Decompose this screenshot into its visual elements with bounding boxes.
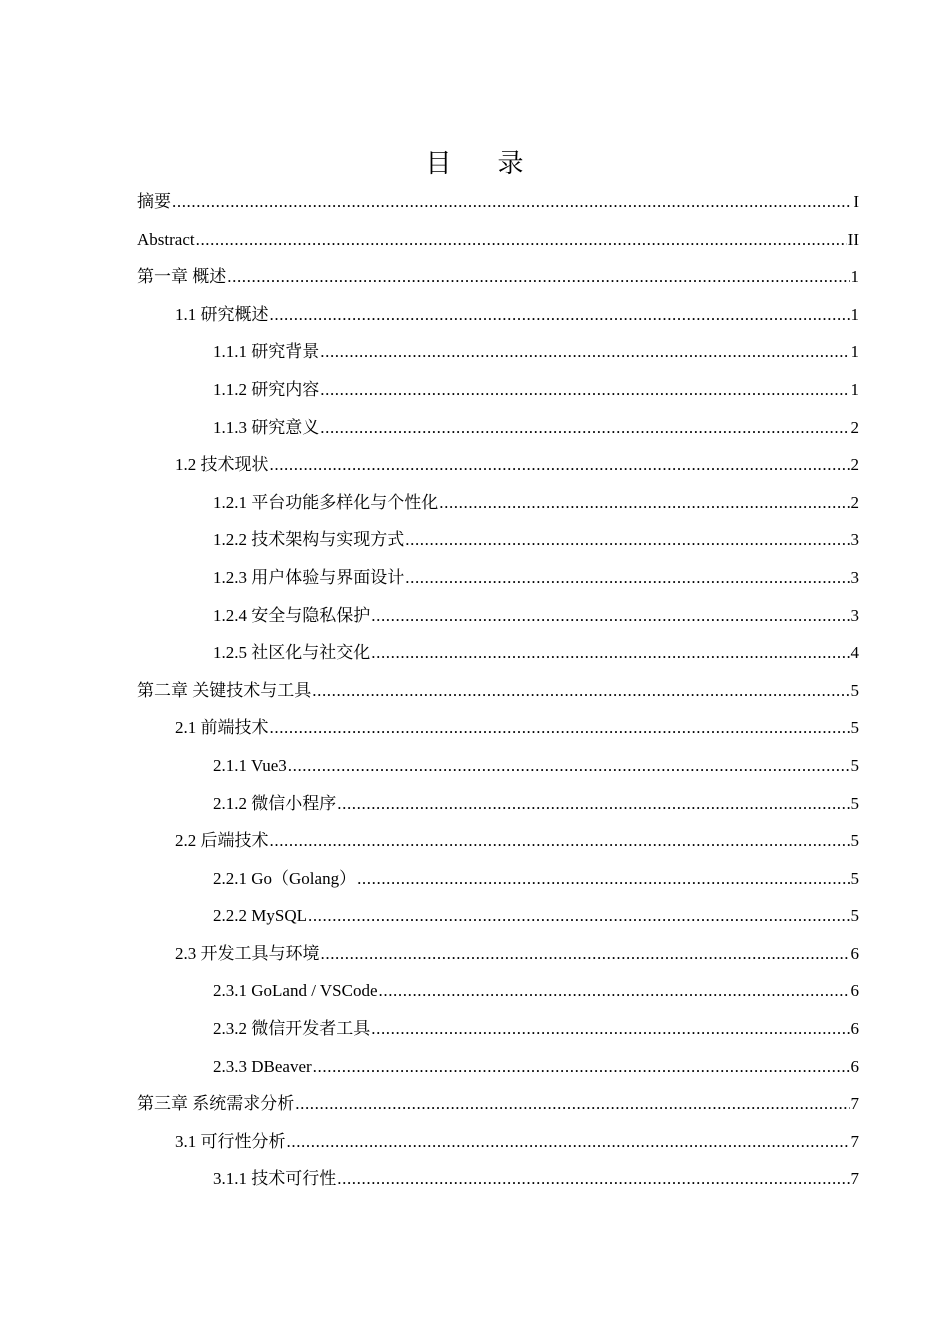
- toc-entry-label: 摘要: [137, 192, 171, 211]
- dot-leader: [288, 751, 850, 781]
- toc-entry-page-number: 1: [850, 342, 859, 362]
- toc-entry-label: 第一章 概述: [137, 267, 227, 287]
- dot-leader: [320, 375, 849, 405]
- dot-leader: [227, 262, 849, 292]
- toc-entry[interactable]: [137, 713, 859, 751]
- toc-entry-label: 2.3.3 DBeaver: [213, 1056, 312, 1076]
- dot-leader: [295, 1089, 849, 1119]
- toc-entry[interactable]: [137, 300, 859, 338]
- dot-leader: [320, 337, 849, 367]
- dot-leader: [320, 413, 849, 443]
- toc-entry-label: Abstract: [137, 229, 195, 249]
- dot-leader: [270, 450, 850, 480]
- toc-entry-page-number: 5: [850, 793, 859, 813]
- toc-entry[interactable]: [137, 601, 859, 639]
- toc-entry-label: 3.1.1 技术可行性: [213, 1169, 337, 1189]
- toc-entry[interactable]: [137, 976, 859, 1014]
- toc-entry-page-number: 5: [850, 831, 859, 851]
- dot-leader: [321, 939, 850, 969]
- toc-entry-label: 2.2.1 Go（Golang）: [213, 868, 357, 888]
- toc-entry[interactable]: [137, 525, 859, 563]
- dot-leader: [337, 789, 849, 819]
- dot-leader: [270, 713, 850, 743]
- toc-entry[interactable]: [137, 1164, 859, 1202]
- toc-entry-label: 2.2.2 MySQL: [213, 906, 307, 926]
- toc-entry[interactable]: [137, 751, 859, 789]
- toc-title: 目录: [425, 149, 570, 178]
- toc-entry[interactable]: [137, 826, 859, 864]
- toc-entry-page-number: 1: [850, 304, 859, 324]
- toc-entry-page-number: 7: [850, 1131, 859, 1151]
- toc-entry[interactable]: [137, 450, 859, 488]
- toc-entry[interactable]: [137, 262, 859, 300]
- toc-entry-label: 1.1.3 研究意义: [213, 417, 320, 437]
- toc-entry-page-number: 3: [850, 567, 859, 587]
- toc-entry-page-number: II: [847, 229, 859, 249]
- toc-entry-page-number: 4: [850, 643, 859, 663]
- toc-entry-label: 2.2 后端技术: [175, 831, 269, 851]
- dot-leader: [270, 826, 850, 856]
- toc-entry-page-number: 2: [850, 417, 859, 437]
- toc-entry[interactable]: [137, 225, 859, 263]
- toc-entry[interactable]: [137, 1052, 859, 1090]
- dot-leader: [379, 976, 850, 1006]
- dot-leader: [172, 187, 852, 217]
- toc-entry-page-number: 2: [850, 455, 859, 475]
- toc-entry-page-number: 1: [850, 267, 859, 287]
- toc-entry-page-number: 1: [850, 379, 859, 399]
- dot-leader: [313, 1052, 850, 1082]
- dot-leader: [337, 1164, 849, 1194]
- toc-entry-label: 第三章 系统需求分析: [137, 1094, 295, 1114]
- dot-leader: [371, 1014, 849, 1044]
- toc-entry[interactable]: [137, 864, 859, 902]
- toc-entry-page-number: 5: [850, 906, 859, 926]
- dot-leader: [371, 638, 849, 668]
- toc-entry-page-number: 7: [850, 1094, 859, 1114]
- toc-entry[interactable]: [137, 375, 859, 413]
- toc-entry-page-number: 6: [850, 1019, 859, 1039]
- toc-entry[interactable]: [137, 939, 859, 977]
- toc-entry-page-number: 6: [850, 981, 859, 1001]
- table-of-contents: [137, 187, 859, 1202]
- toc-entry-label: 1.2 技术现状: [175, 455, 269, 475]
- toc-entry-page-number: 5: [850, 755, 859, 775]
- toc-entry[interactable]: [137, 563, 859, 601]
- toc-entry-label: 1.1.1 研究背景: [213, 342, 320, 362]
- dot-leader: [405, 525, 849, 555]
- toc-entry[interactable]: [137, 1014, 859, 1052]
- toc-entry-page-number: 6: [850, 1056, 859, 1076]
- toc-entry-page-number: 3: [850, 530, 859, 550]
- dot-leader: [270, 300, 850, 330]
- toc-entry[interactable]: [137, 488, 859, 526]
- toc-entry-label: 1.2.1 平台功能多样化与个性化: [213, 492, 439, 512]
- toc-entry-label: 2.1.1 Vue3: [213, 755, 287, 775]
- dot-leader: [287, 1127, 850, 1157]
- toc-entry-label: 1.2.5 社区化与社交化: [213, 643, 371, 663]
- toc-entry-page-number: 5: [850, 718, 859, 738]
- dot-leader: [312, 676, 849, 706]
- toc-entry[interactable]: [137, 413, 859, 451]
- toc-entry-label: 第二章 关键技术与工具: [137, 680, 312, 700]
- toc-entry-page-number: 5: [850, 680, 859, 700]
- toc-entry[interactable]: [137, 789, 859, 827]
- toc-entry-page-number: 3: [850, 605, 859, 625]
- toc-entry-label: 1.2.3 用户体验与界面设计: [213, 567, 405, 587]
- toc-entry-page-number: 7: [850, 1169, 859, 1189]
- toc-entry-label: 1.2.4 安全与隐私保护: [213, 605, 371, 625]
- toc-entry-label: 2.1.2 微信小程序: [213, 793, 337, 813]
- dot-leader: [439, 488, 849, 518]
- dot-leader: [357, 864, 849, 894]
- toc-entry-label: 3.1 可行性分析: [175, 1131, 286, 1151]
- toc-entry-label: 1.2.2 技术架构与实现方式: [213, 530, 405, 550]
- dot-leader: [196, 225, 847, 255]
- toc-entry-page-number: 6: [850, 943, 859, 963]
- toc-entry-page-number: 2: [850, 492, 859, 512]
- dot-leader: [308, 901, 850, 931]
- toc-entry-label: 1.1 研究概述: [175, 304, 269, 324]
- toc-entry-label: 2.3.1 GoLand / VSCode: [213, 981, 378, 1001]
- toc-entry-page-number: 5: [850, 868, 859, 888]
- toc-entry[interactable]: [137, 676, 859, 714]
- toc-entry-label: 2.3.2 微信开发者工具: [213, 1019, 371, 1039]
- toc-entry-label: 1.1.2 研究内容: [213, 379, 320, 399]
- toc-entry[interactable]: [137, 1127, 859, 1165]
- dot-leader: [371, 601, 849, 631]
- toc-entry-page-number: I: [853, 192, 859, 211]
- toc-entry[interactable]: [137, 638, 859, 676]
- toc-entry-label: 2.3 开发工具与环境: [175, 943, 320, 963]
- toc-entry-label: 2.1 前端技术: [175, 718, 269, 738]
- toc-entry[interactable]: [137, 337, 859, 375]
- toc-entry[interactable]: [137, 187, 859, 225]
- toc-entry[interactable]: [137, 901, 859, 939]
- dot-leader: [405, 563, 849, 593]
- toc-entry[interactable]: [137, 1089, 859, 1127]
